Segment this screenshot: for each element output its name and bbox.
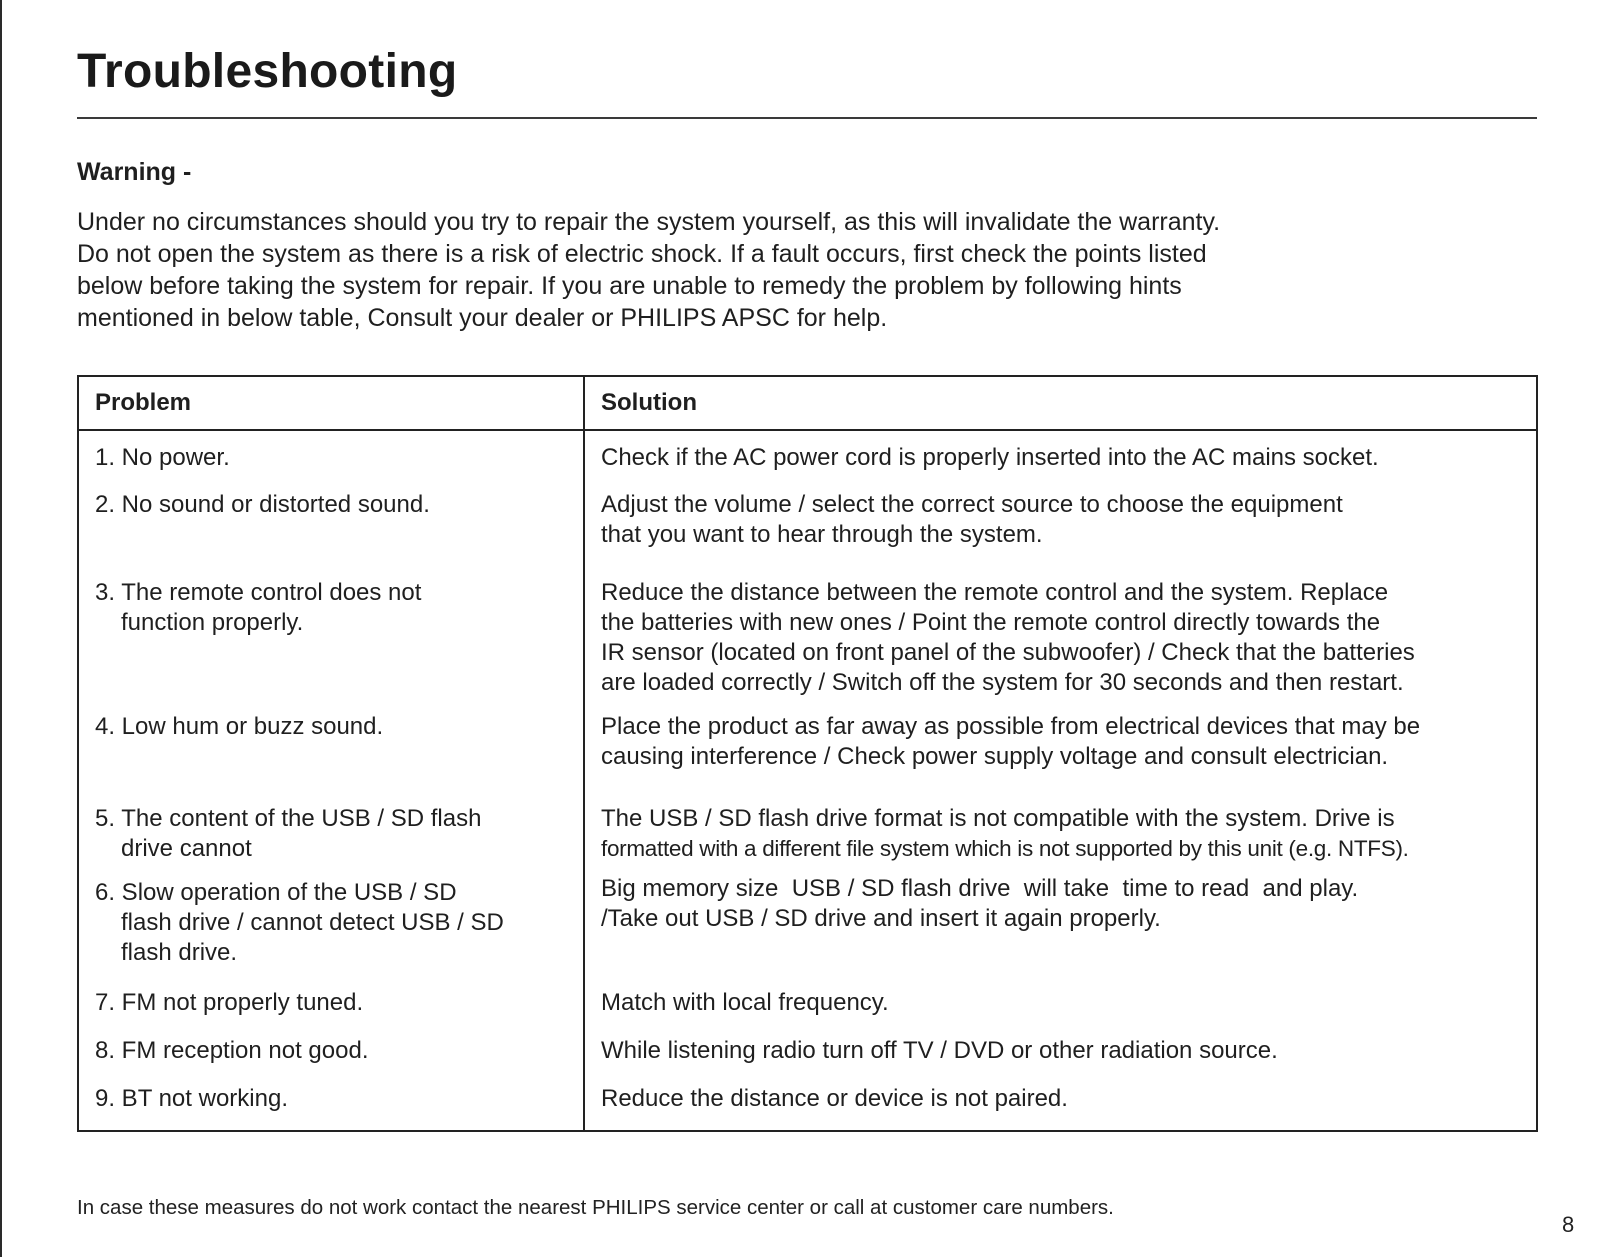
problem-cell <box>78 704 584 796</box>
problem-column-header: Problem <box>78 376 584 430</box>
problem-text: 4. Low hum or buzz sound. <box>95 713 384 740</box>
solution-text: Check if the AC power cord is properly inserted into the AC mains socket. <box>601 444 1379 471</box>
troubleshooting-table <box>77 375 1538 1132</box>
solution-text: IR sensor (located on front panel of the subwoofer) / Check that the batteries <box>601 639 1415 666</box>
problem-text: 5. The content of the USB / SD flash <box>95 805 482 832</box>
problem-text: 9. BT not working. <box>95 1085 288 1112</box>
solution-cell <box>584 1032 1537 1080</box>
solution-text: /Take out USB / SD drive and insert it again properly. <box>601 905 1161 932</box>
problem-cell <box>78 872 584 984</box>
solution-text: the batteries with new ones / Point the remote control directly towards the <box>601 609 1381 636</box>
solution-cell <box>584 796 1537 872</box>
solution-cell <box>584 570 1537 704</box>
problem-text: 6. Slow operation of the USB / SD <box>95 879 457 906</box>
solution-text: Big memory size USB / SD flash drive will take time to read and play. <box>601 875 1359 902</box>
problem-text: 1. No power. <box>95 444 230 471</box>
intro-line: Under no circumstances should you try to repair the system yourself, as this will invalidate the warranty. <box>77 208 1221 236</box>
problem-text: 8. FM reception not good. <box>95 1037 369 1064</box>
solution-cell <box>584 872 1537 984</box>
solution-text: Match with local frequency. <box>601 989 889 1016</box>
table-row <box>78 872 1537 984</box>
page-edge-rule <box>0 0 2 1257</box>
problem-cell <box>78 1080 584 1131</box>
problem-cell <box>78 984 584 1032</box>
solution-text: causing interference / Check power supply voltage and consult electrician. <box>601 743 1389 770</box>
problem-cell <box>78 796 584 872</box>
title-divider <box>77 117 1537 119</box>
problem-cell <box>78 478 584 570</box>
solution-text: Adjust the volume / select the correct source to choose the equipment <box>601 491 1343 518</box>
problem-text: function properly. <box>121 609 304 636</box>
solution-cell <box>584 478 1537 570</box>
solution-cell <box>584 704 1537 796</box>
solution-text: formatted with a different file system which is not supported by this unit (e.g. NTFS). <box>601 836 1409 861</box>
page-number: 8 <box>1562 1212 1575 1237</box>
table-row <box>78 1080 1537 1131</box>
table-row <box>78 984 1537 1032</box>
solution-text: While listening radio turn off TV / DVD or other radiation source. <box>601 1037 1278 1064</box>
problem-cell <box>78 570 584 704</box>
table-row <box>78 430 1537 478</box>
intro-line: Do not open the system as there is a risk of electric shock. If a fault occurs, first check the points listed <box>77 240 1207 268</box>
solution-cell <box>584 430 1537 478</box>
warning-heading: Warning - <box>77 158 192 186</box>
solution-text: are loaded correctly / Switch off the system for 30 seconds and then restart. <box>601 669 1404 696</box>
problem-text: 2. No sound or distorted sound. <box>95 491 430 518</box>
footer-note: In case these measures do not work contact the nearest PHILIPS service center or call at customer care numbers. <box>77 1196 1114 1219</box>
solution-column-header: Solution <box>584 376 1537 430</box>
table-row <box>78 570 1537 704</box>
problem-cell <box>78 1032 584 1080</box>
intro-line: mentioned in below table, Consult your dealer or PHILIPS APSC for help. <box>77 304 888 332</box>
problem-text: 7. FM not properly tuned. <box>95 989 364 1016</box>
table-row <box>78 478 1537 570</box>
problem-text: drive cannot <box>121 835 252 862</box>
solution-text: The USB / SD flash drive format is not compatible with the system. Drive is <box>601 805 1395 832</box>
solution-text: Place the product as far away as possible from electrical devices that may be <box>601 713 1421 740</box>
intro-line: below before taking the system for repair. If you are unable to remedy the problem by following hints <box>77 272 1182 300</box>
solution-text: Reduce the distance between the remote control and the system. Replace <box>601 579 1389 606</box>
solution-cell <box>584 1080 1537 1131</box>
solution-text: Reduce the distance or device is not paired. <box>601 1085 1068 1112</box>
solution-text: that you want to hear through the system. <box>601 521 1043 548</box>
table-row <box>78 1032 1537 1080</box>
table-row <box>78 704 1537 796</box>
problem-cell <box>78 430 584 478</box>
problem-text: flash drive / cannot detect USB / SD <box>121 909 504 936</box>
problem-text: 3. The remote control does not <box>95 579 422 606</box>
solution-cell <box>584 984 1537 1032</box>
page-title: Troubleshooting <box>77 45 458 98</box>
problem-text: flash drive. <box>121 939 238 966</box>
table-row <box>78 796 1537 872</box>
table-header-row <box>78 376 1537 430</box>
warning-paragraph <box>77 206 1477 334</box>
